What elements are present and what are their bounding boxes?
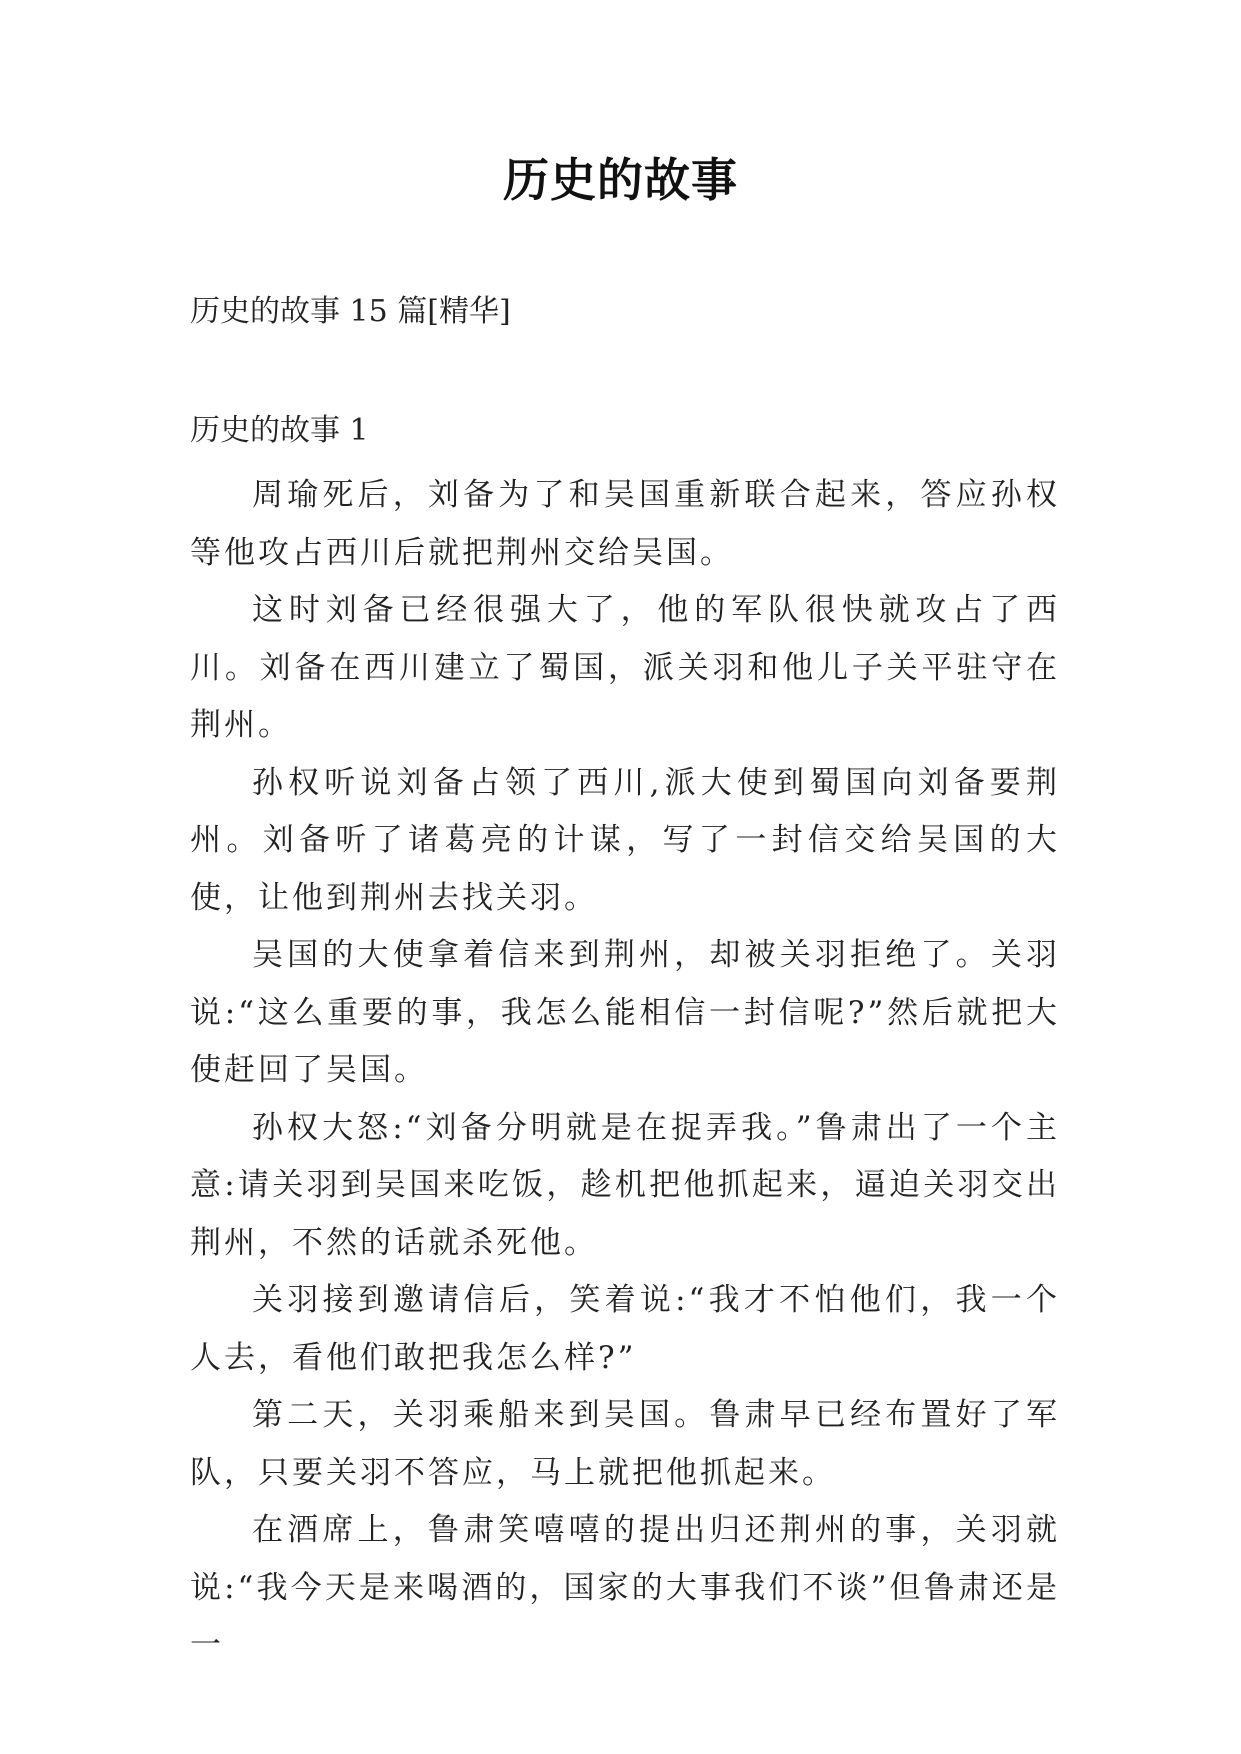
- paragraph: 这时刘备已经很强大了，他的军队很快就攻占了西川。刘备在西川建立了蜀国，派关羽和他儿子关平驻守在荆州。: [190, 592, 1060, 743]
- document-title: 历史的故事: [503, 153, 738, 207]
- paragraph: 孙权大怒:“刘备分明就是在捉弄我。”鲁肃出了一个主意:请关羽到吴国来吃饭，趁机把他抓起来，逼迫关羽交出荆州，不然的话就杀死他。: [190, 1109, 1060, 1261]
- document-subtitle: 历史的故事 15 篇[精华]: [190, 294, 511, 329]
- paragraph: 吴国的大使拿着信来到荆州，却被关羽拒绝了。关羽说:“这么重要的事，我怎么能相信一封信呢?”然后就把大使赶回了吴国。: [190, 937, 1060, 1088]
- paragraph: 关羽接到邀请信后，笑着说:“我才不怕他们，我一个人去，看他们敢把我怎么样?”: [190, 1282, 1060, 1376]
- section-heading: 历史的故事 1: [190, 413, 369, 448]
- paragraph: 周瑜死后，刘备为了和吴国重新联合起来，答应孙权等他攻占西川后就把荆州交给吴国。: [190, 477, 1060, 571]
- paragraph: 在酒席上，鲁肃笑嘻嘻的提出归还荆州的事，关羽就说:“我今天是来喝酒的，国家的大事我们不谈”但鲁肃还是一: [190, 1512, 1060, 1663]
- body-text: [190, 467, 1060, 1675]
- paragraph: 第二天，关羽乘船来到吴国。鲁肃早已经布置好了军队，只要关羽不答应，马上就把他抓起来。: [190, 1397, 1060, 1491]
- paragraph: 孙权听说刘备占领了西川,派大使到蜀国向刘备要荆州。刘备听了诸葛亮的计谋，写了一封信交给吴国的大使，让他到荆州去找关羽。: [190, 764, 1060, 916]
